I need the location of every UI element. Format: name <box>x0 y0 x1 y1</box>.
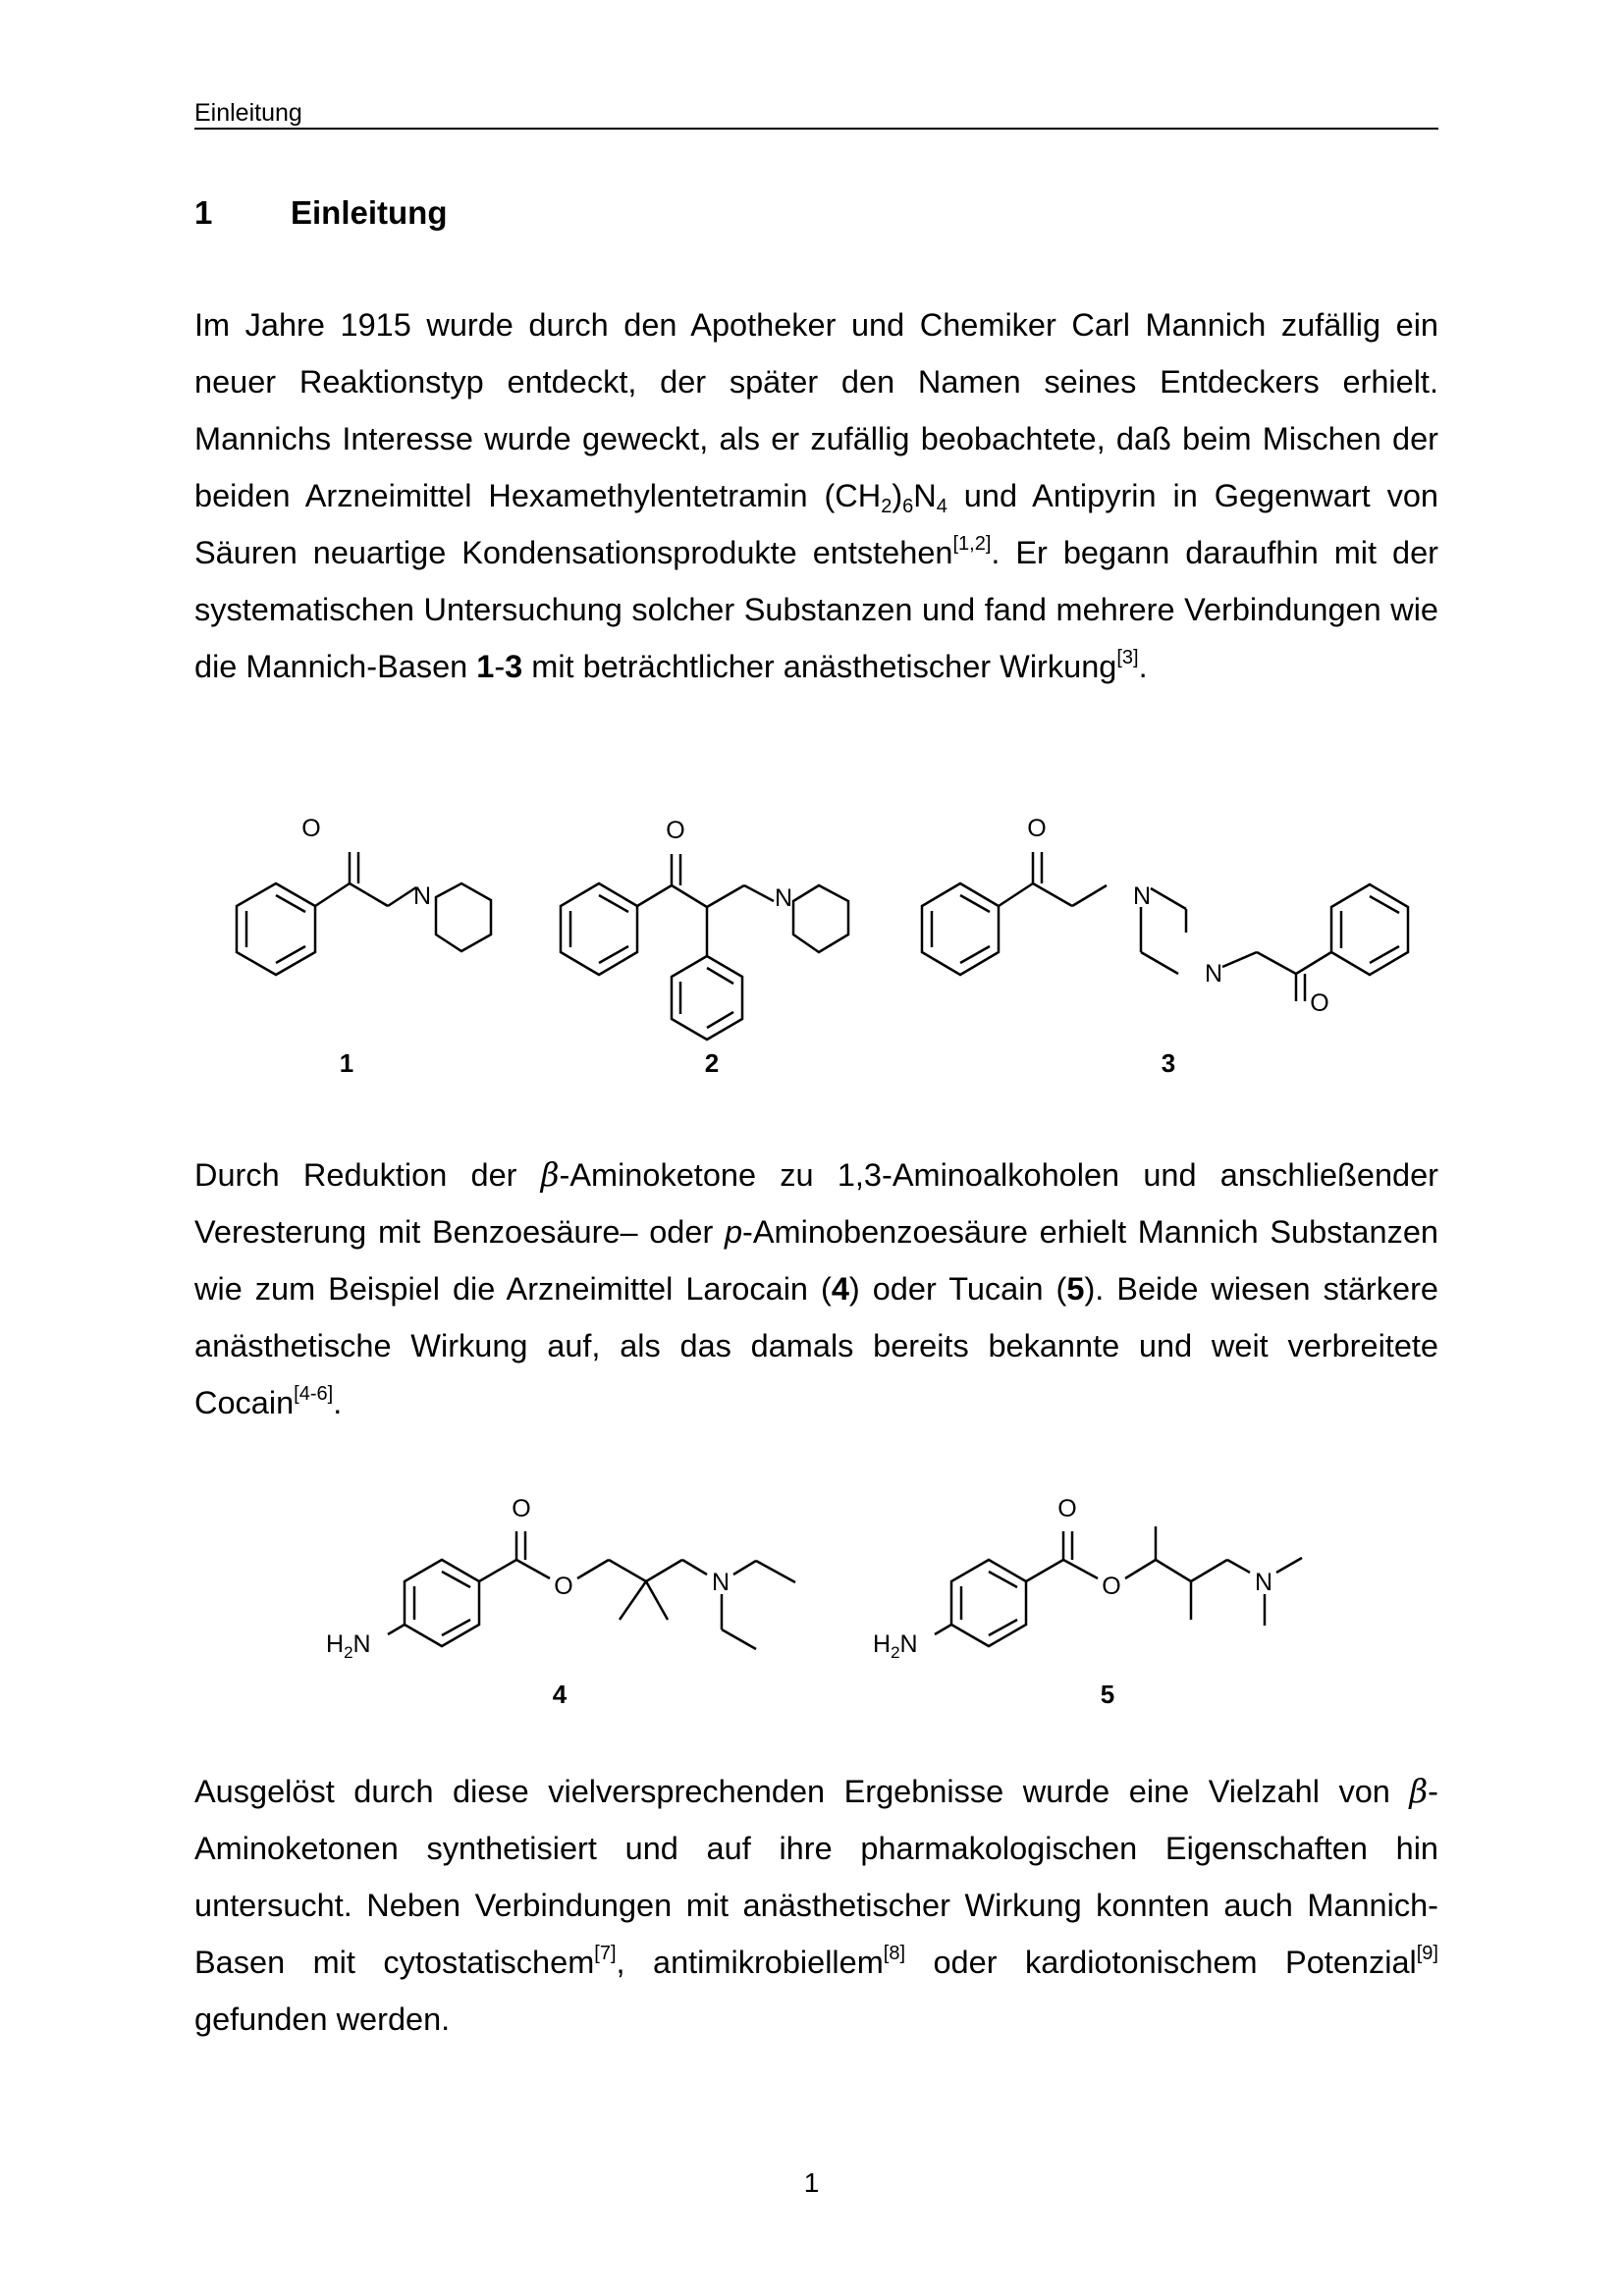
atom-oxygen: O <box>1057 1495 1077 1522</box>
atom-oxygen: O <box>1102 1573 1121 1600</box>
text-run: mit beträchtlicher anästhetischer Wirkung <box>522 649 1117 684</box>
text-run: . <box>333 1385 343 1420</box>
text-run: -Aminoketonen synthetisiert und auf ihre pharmakologischen Eigenschaften hin untersucht. Neben Verbindungen mit anästhetischer Wirkung konnten auch Mannich-Basen mit cytostatischem <box>194 1774 1438 1980</box>
citation: [1,2] <box>952 533 992 555</box>
text-run: -Aminoketone zu 1,3-Aminoalkoholen und anschließender Veresterung mit Benzoesäure– oder <box>194 1157 1438 1250</box>
compound-label: 2 <box>704 1048 720 1078</box>
compound-3-structure <box>922 852 1408 1001</box>
paragraph-pharmacology <box>194 1763 1438 2048</box>
amino-group: $H_2N$ <box>326 1630 371 1662</box>
compound-label: 3 <box>1161 1048 1176 1078</box>
subscript: 6 <box>902 496 914 517</box>
scheme-mannich-bases <box>0 805 1623 1099</box>
atom-oxygen: O <box>301 815 321 842</box>
text-run: Im Jahre 1915 wurde durch den Apotheker und Chemiker Carl Mannich zufällig ein neuer Reaktionstyp entdeckt, der später den Namen seines Entdeckers erhielt. Mannichs Interesse wurde geweckt, als er zufällig beobachtete, daß beim Mischen der beiden Arzneimittel Hexamethylentetramin (CH <box>194 307 1438 513</box>
text-run: -Aminobenzoesäure erhielt Mannich Substanzen wie zum Beispiel die Arzneimittel Larocain ( <box>194 1214 1438 1307</box>
text-run: , antimikrobiellem <box>616 1945 884 1980</box>
subscript: 4 <box>936 496 947 517</box>
atom-nitrogen: N <box>711 1569 730 1596</box>
paragraph-intro <box>194 296 1438 695</box>
atom-oxygen: O <box>1310 989 1329 1017</box>
atom-nitrogen: N <box>774 884 793 912</box>
atom-oxygen: O <box>666 817 685 844</box>
running-head: Einleitung <box>194 98 1438 130</box>
compound-label: 4 <box>552 1680 568 1709</box>
atom-oxygen: O <box>1027 815 1047 842</box>
text-run: oder kardiotonischem Potenzial <box>905 1945 1417 1980</box>
text-run: Ausgelöst durch diese vielversprechenden Ergebnisse wurde eine Vielzahl von <box>194 1774 1410 1809</box>
greek-letter: β <box>1409 1773 1429 1810</box>
text-run: ) oder Tucain ( <box>848 1271 1067 1307</box>
section-number: 1 <box>194 194 213 231</box>
amino-group: $H_2N$ <box>873 1630 918 1662</box>
citation: [9] <box>1416 1943 1438 1964</box>
subscript: 2 <box>881 496 893 517</box>
atom-nitrogen: N <box>1132 882 1152 910</box>
text-run: Durch Reduktion der <box>194 1157 541 1193</box>
italic-prefix: p <box>724 1214 743 1250</box>
section-title: Einleitung <box>291 194 448 231</box>
atom-nitrogen: N <box>412 882 432 910</box>
page-number: 1 <box>803 2167 820 2198</box>
atom-nitrogen: N <box>1254 1569 1273 1596</box>
text-run: ). Beide wiesen stärkere anästhetische Wirkung auf, als das damals bereits bekannte und weit verbreitete Cocain <box>194 1271 1438 1420</box>
compound-4-structure <box>388 1531 795 1649</box>
text-run: ) <box>892 478 903 513</box>
compound-ref: 3 <box>505 649 523 684</box>
compound-label: 1 <box>339 1048 354 1078</box>
atom-oxygen: O <box>554 1573 573 1600</box>
compound-ref: 5 <box>1066 1271 1085 1307</box>
text-run: . <box>1138 649 1148 684</box>
scheme-local-anesthetics <box>0 1492 1623 1728</box>
compound-label: 5 <box>1100 1680 1115 1709</box>
citation: [7] <box>594 1943 617 1964</box>
compound-1-structure <box>237 852 491 975</box>
atom-nitrogen: N <box>1204 960 1223 988</box>
atom-oxygen: O <box>512 1495 531 1522</box>
compound-ref: 4 <box>831 1271 849 1307</box>
citation: [3] <box>1116 647 1139 668</box>
text-run: gefunden werden. <box>194 2002 451 2037</box>
text-run: N <box>913 478 937 513</box>
paragraph-reduction <box>194 1147 1438 1431</box>
text-run: - <box>494 649 506 684</box>
section-heading <box>194 194 448 232</box>
greek-letter: β <box>540 1156 560 1194</box>
text-run: . Er begann daraufhin mit der systematischen Untersuchung solcher Substanzen und fand mehrere Verbindungen wie die Mannich-Basen <box>194 535 1438 684</box>
compound-ref: 1 <box>476 649 495 684</box>
citation: [4-6] <box>294 1383 334 1405</box>
text-run: und Antipyrin in Gegenwart von Säuren neuartige Kondensationsprodukte entstehen <box>194 478 1438 570</box>
compound-2-structure <box>561 854 848 1040</box>
citation: [8] <box>883 1943 906 1964</box>
